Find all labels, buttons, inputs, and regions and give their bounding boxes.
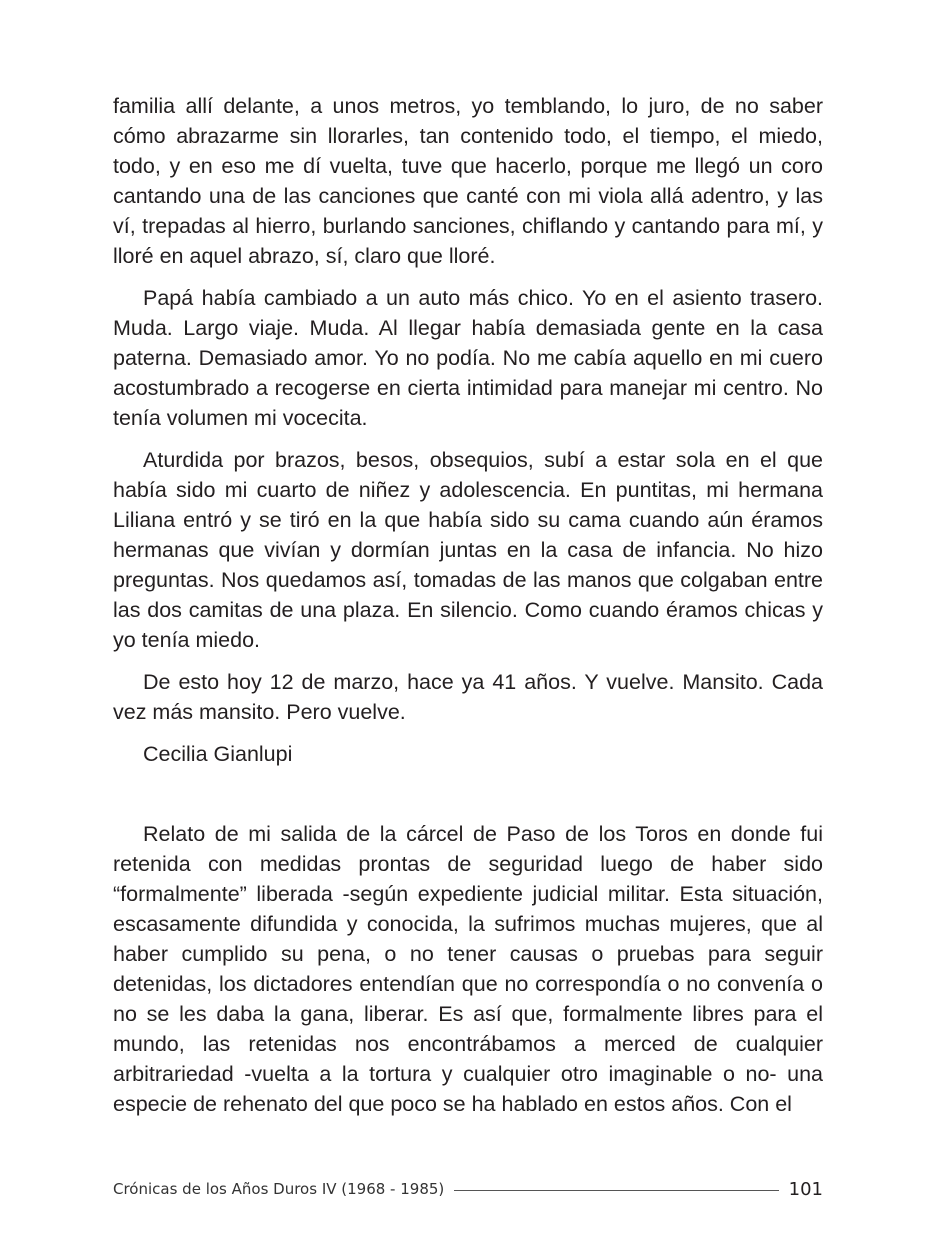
page-footer (113, 1176, 823, 1202)
page-number: 101 (788, 1178, 823, 1200)
paragraph-3: Aturdida por brazos, besos, obsequios, subí a estar sola en el que había sido mi cuarto de niñez y adolescencia. En puntitas, mi hermana Liliana entró y se tiró en la que había sido su cama cuando aún éramos hermanas que vivían y dormían juntas en la casa de infancia. No hizo preguntas. Nos quedamos así, tomadas de las manos que colgaban entre las dos camitas de una plaza. En silencio. Como cuando éramos chicas y yo tenía miedo. (113, 448, 823, 652)
author-signature: Cecilia Gianlupi (143, 742, 293, 766)
paragraph-1: familia allí delante, a unos metros, yo temblando, lo juro, de no saber cómo abrazarme sin llorarles, tan contenido todo, el tiempo, el miedo, todo, y en eso me dí vuelta, tuve que hacerlo, porque me llegó un coro cantando una de las canciones que canté con mi viola allá adentro, y las ví, trepadas al hierro, burlando sanciones, chiflando y cantando para mí, y lloré en aquel abrazo, sí, claro que lloré. (113, 94, 823, 268)
paragraph-5: Relato de mi salida de la cárcel de Paso de los Toros en donde fui retenida con medidas prontas de seguridad luego de haber sido “formalmente” liberada -según expediente judicial militar. Esta situación, escasamente difundida y conocida, la sufrimos muchas mujeres, que al haber cumplido su pena, o no tener causas o pruebas para seguir detenidas, los dictadores entendían que no correspondía o no convenía o no se les daba la gana, liberar. Es así que, formalmente libres para el mundo, las retenidas nos encontrábamos a merced de cualquier arbitrariedad -vuelta a la tortura y cualquier otro imaginable o no- una especie de rehenato del que poco se ha hablado en estos años. Con el (113, 822, 823, 1116)
paragraph-2: Papá había cambiado a un auto más chico. Yo en el asiento trasero. Muda. Largo viaje. Muda. Al llegar había demasiada gente en la casa paterna. Demasiado amor. Yo no podía. No me cabía aquello en mi cuero acostumbrado a recogerse en cierta intimidad para manejar mi centro. No tenía volumen mi vocecita. (113, 286, 823, 430)
bottom-text-block (113, 819, 823, 1131)
book-title: Crónicas de los Años Duros IV (1968 - 1985) (113, 1180, 445, 1198)
footer-divider (454, 1190, 778, 1191)
top-text-block (113, 91, 823, 781)
paragraph-4: De esto hoy 12 de marzo, hace ya 41 años. Y vuelve. Mansito. Cada vez más mansito. Pero vuelve. (113, 670, 823, 724)
